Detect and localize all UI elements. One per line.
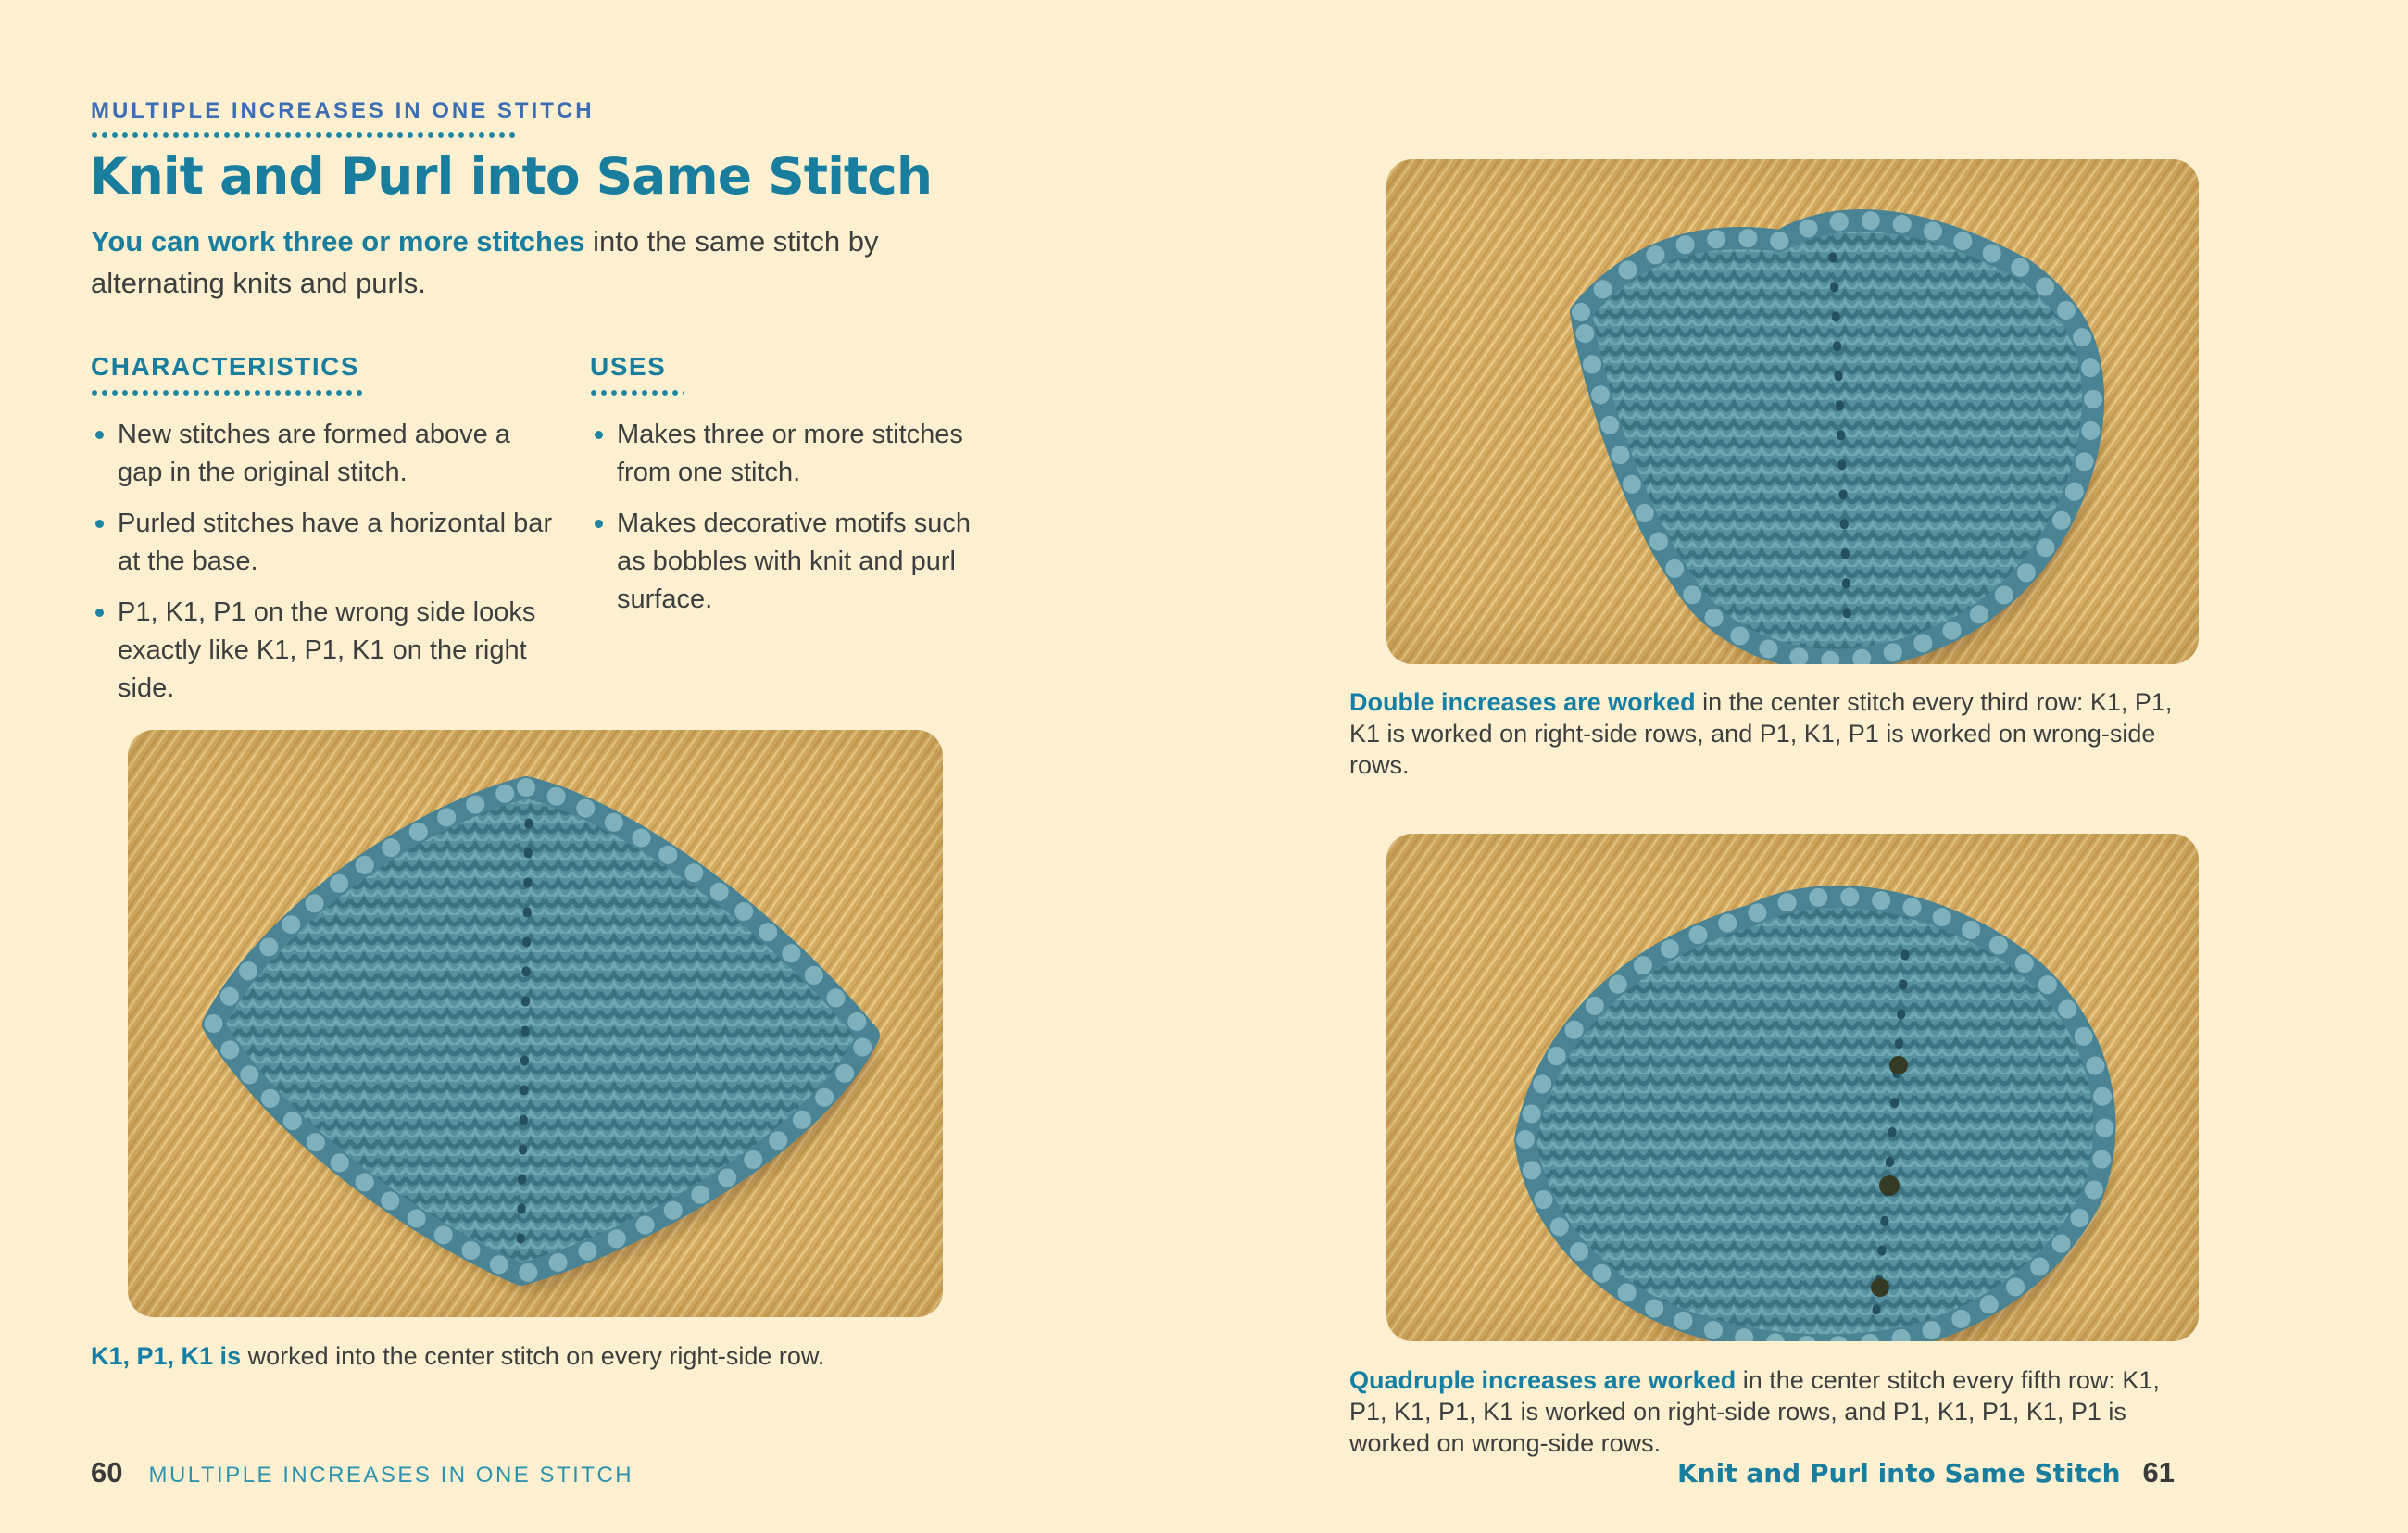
characteristics-section — [91, 352, 558, 721]
list-item-text: New stitches are formed above a gap in the original stitch. — [118, 420, 510, 487]
footer-section-title: MULTIPLE INCREASES IN ONE STITCH — [148, 1463, 634, 1488]
photo-caption — [1349, 686, 2188, 781]
list-item-text: Makes three or more stitches from one stitch. — [617, 420, 963, 487]
bullet-icon — [595, 431, 603, 439]
list-item-text: P1, K1, P1 on the wrong side looks exactly like K1, P1, K1 on the right side. — [118, 597, 536, 703]
list-item — [91, 594, 558, 708]
list-item — [91, 505, 558, 581]
dotted-rule — [91, 388, 367, 397]
caption-lead: K1, P1, K1 is — [91, 1342, 242, 1370]
eyelet-hole — [1889, 1056, 1908, 1074]
eyelet-hole — [1871, 1278, 1889, 1297]
list-item — [590, 416, 1002, 492]
uses-section — [590, 352, 1002, 632]
knitted-swatch-graphic — [128, 730, 943, 1317]
intro-paragraph — [91, 220, 961, 304]
list-item-text: Makes decorative motifs such as bobbles with knit and purl surface. — [617, 509, 971, 614]
bullet-icon — [595, 520, 603, 528]
caption-rest: worked into the center stitch on every right-side row. — [241, 1342, 825, 1370]
caption-lead: Double increases are worked — [1349, 688, 1696, 716]
bullet-icon — [95, 609, 104, 617]
intro-rest: into the same stitch by alternating knits and purls. — [91, 225, 879, 299]
knitted-swatch-graphic — [1386, 159, 2199, 664]
bullet-icon — [95, 431, 104, 439]
list-item — [590, 505, 1002, 619]
characteristics-list — [91, 416, 558, 708]
right-page-footer — [1677, 1456, 2175, 1489]
left-page-footer — [91, 1456, 633, 1489]
intro-lead: You can work three or more stitches — [91, 225, 585, 258]
swatch-photo-quadruple-increase — [1386, 834, 2199, 1341]
page-title: Knit and Purl into Same Stitch — [89, 146, 932, 206]
knitted-swatch-graphic — [1386, 834, 2199, 1341]
eyebrow-heading: MULTIPLE INCREASES IN ONE STITCH — [91, 98, 595, 123]
page-number: 60 — [91, 1456, 123, 1489]
caption-rest: in the center stitch every third row: K1, P1, K1 is worked on right-side rows, and P1, K1, P1 is worked on wrong-side rows. — [1349, 688, 2173, 779]
photo-caption — [91, 1340, 1184, 1372]
swatch-photo-k1p1k1 — [128, 730, 943, 1317]
dotted-rule — [91, 131, 515, 140]
swatch-photo-double-increase — [1386, 159, 2199, 664]
uses-list — [590, 416, 1002, 619]
photo-caption — [1349, 1364, 2188, 1459]
characteristics-heading: CHARACTERISTICS — [91, 352, 360, 381]
list-item-text: Purled stitches have a horizontal bar at the base. — [118, 509, 553, 576]
list-item — [91, 416, 558, 492]
bullet-icon — [95, 520, 104, 528]
caption-lead: Quadruple increases are worked — [1349, 1366, 1737, 1394]
page-number: 61 — [2142, 1456, 2175, 1489]
footer-chapter-title: Knit and Purl into Same Stitch — [1676, 1458, 2121, 1489]
caption-rest: in the center stitch every fifth row: K1, P1, K1, P1, K1 is worked on right-side rows, and P1, K1, P1, K1, P1 is worked on wrong-side rows. — [1349, 1366, 2160, 1457]
uses-heading: USES — [590, 352, 667, 381]
eyelet-hole — [1879, 1175, 1900, 1196]
dotted-rule — [590, 388, 684, 397]
